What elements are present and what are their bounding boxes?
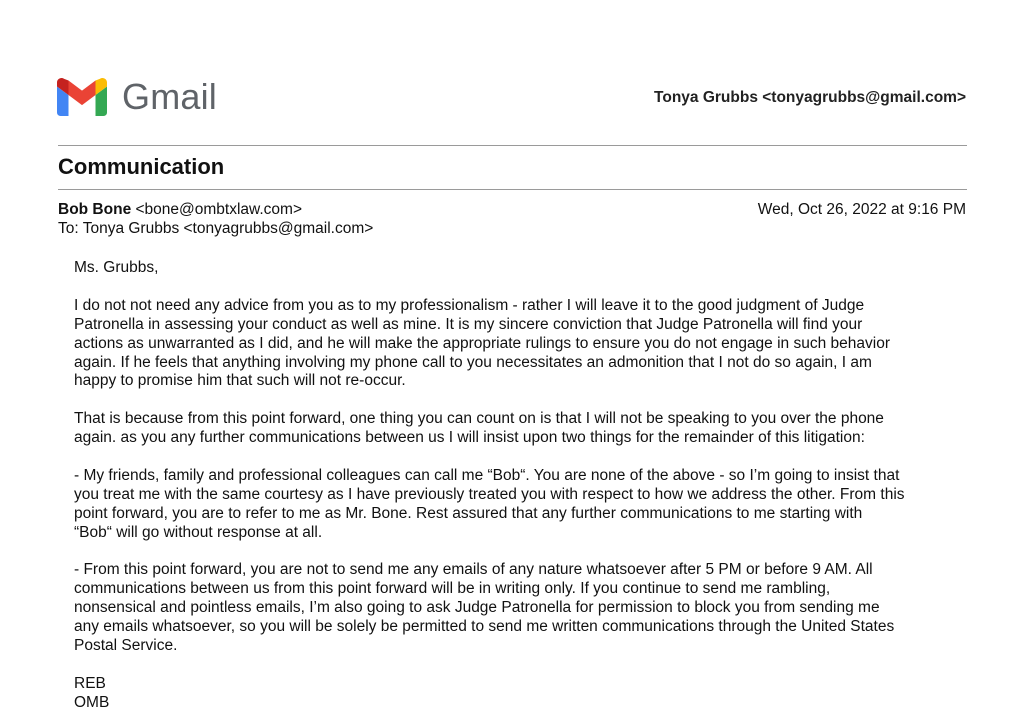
sender-name: Bob Bone [58, 201, 132, 218]
gmail-wordmark: Gmail [122, 76, 218, 117]
divider [58, 145, 967, 146]
gmail-logo [57, 76, 217, 118]
signature-line: OMB [74, 693, 110, 711]
account-label: Tonya Grubbs <tonyagrubbs@gmail.com> [654, 89, 966, 106]
divider [58, 189, 967, 190]
email-subject: Communication [58, 154, 225, 179]
body-paragraph: Ms. Grubbs, [74, 259, 159, 276]
body-paragraph: That is because from this point forward, one thing you can count on is that I will not be speaking to you over the phone again. as you any further communications between us I will insist upon two things for the remainder of this litigation: [74, 410, 884, 447]
sender-email: <bone@ombtxlaw.com> [135, 201, 303, 218]
body-paragraph: - My friends, family and professional colleagues can call me “Bob“. You are none of the above - so I’m going to insist that you treat me with the same courtesy as I have previously treated you with respect to how we address the other. From this point forward, you are to refer to me as Mr. Bone. Rest assured that any further communications to me starting with “Bob“ will go without response at all. [74, 466, 905, 541]
body-paragraph: I do not not need any advice from you as to my professionalism - rather I will leave it to the good judgment of Judge Patronella in assessing your conduct as well as mine. It is my sincere conviction that Judge Patronella will find your actions as unwarranted as I did, and he will make the appropriate rulings to ensure you do not engage in such behavior again. If he feels that anything involving my phone call to you necessitates an admonition that I not do so again, I am happy to promise him that such will not re-occur. [74, 296, 890, 390]
signature-line: REB [74, 674, 106, 692]
email-date: Wed, Oct 26, 2022 at 9:16 PM [757, 201, 966, 218]
body-paragraph: - From this point forward, you are not to send me any emails of any nature whatsoever after 5 PM or before 9 AM. All communications between us from this point forward will be in writing only. If you continue to send me rambling, nonsensical and pointless emails, I’m also going to ask Judge Patronella for permission to block you from sending me any emails whatsoever, so you will be solely be permitted to send me written communications through the United States Postal Service. [74, 561, 895, 655]
gmail-m-icon [57, 78, 107, 116]
email-body [74, 259, 954, 713]
sender-line [58, 201, 302, 219]
recipient-line: To: Tonya Grubbs <tonyagrubbs@gmail.com> [58, 220, 374, 237]
